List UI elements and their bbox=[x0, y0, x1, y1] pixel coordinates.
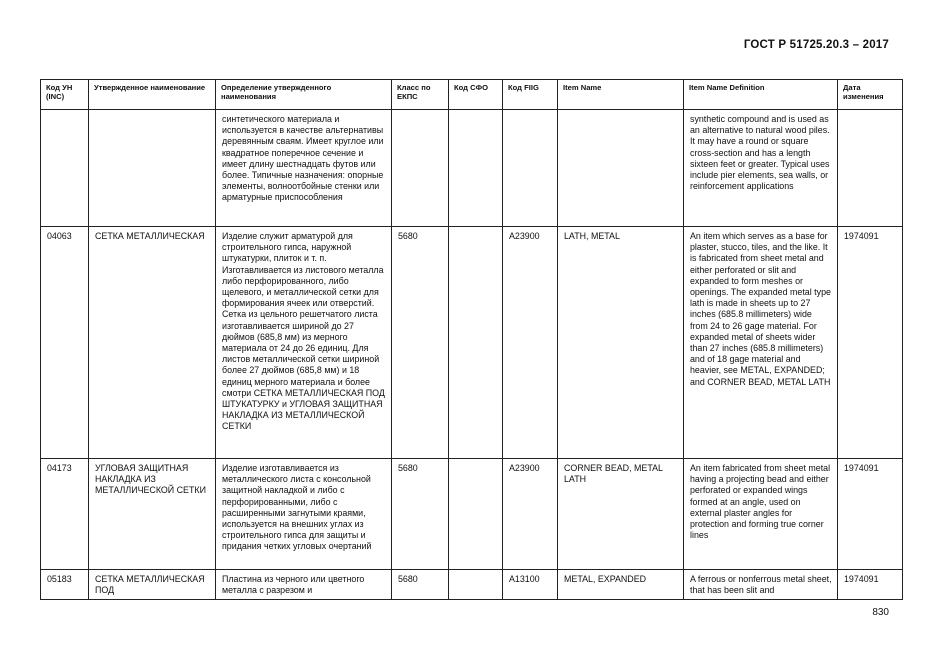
cell-item-definition: An item fabricated from sheet metal having a projecting bead and either perforated or expanded wings formed at an angle, used on external plaster angles for protection and forming true corner lines bbox=[684, 459, 838, 570]
cell-inc: 04063 bbox=[41, 227, 89, 459]
cell-fiig: A13100 bbox=[503, 570, 558, 600]
cell-sfo bbox=[449, 110, 503, 227]
cell-inc: 04173 bbox=[41, 459, 89, 570]
cell-item-name: CORNER BEAD, METAL LATH bbox=[558, 459, 684, 570]
classification-table bbox=[40, 79, 903, 600]
cell-name-ru: УГЛОВАЯ ЗАЩИТНАЯ НАКЛАДКА ИЗ МЕТАЛЛИЧЕСКОЙ СЕТКИ bbox=[89, 459, 216, 570]
cell-item-name: METAL, EXPANDED bbox=[558, 570, 684, 600]
column-header-fiig: Код FIIG bbox=[503, 80, 558, 110]
cell-inc: 05183 bbox=[41, 570, 89, 600]
cell-date: 1974091 bbox=[838, 570, 903, 600]
cell-definition-ru: синтетического материала и используется в качестве альтернативы деревянным сваям. Имеет круглое или квадратное поперечное сечение и имеет длину шестнадцать футов или более. Типичные назначения: опорные элементы, волноотбойные стенки или арматурные приспособления bbox=[216, 110, 392, 227]
document-id: ГОСТ Р 51725.20.3 – 2017 bbox=[743, 39, 889, 51]
column-header-sfo: Код СФО bbox=[449, 80, 503, 110]
cell-fiig: A23900 bbox=[503, 227, 558, 459]
cell-definition-ru: Изделие изготавливается из металлического листа с консольной защитной накладкой и либо с перфорированными, либо с расширенными загнутыми краями, используется на внешних углах из строительного гипса для защиты и придания четких угловых очертаний bbox=[216, 459, 392, 570]
table-header-row bbox=[41, 80, 903, 110]
table-row bbox=[41, 459, 903, 570]
cell-item-definition: A ferrous or nonferrous metal sheet, that has been slit and bbox=[684, 570, 838, 600]
cell-sfo bbox=[449, 459, 503, 570]
cell-date: 1974091 bbox=[838, 227, 903, 459]
column-header-date: Дата изменения bbox=[838, 80, 903, 110]
cell-item-name: LATH, METAL bbox=[558, 227, 684, 459]
cell-date bbox=[838, 110, 903, 227]
column-header-item-definition: Item Name Definition bbox=[684, 80, 838, 110]
cell-item-definition: An item which serves as a base for plaster, stucco, tiles, and the like. It is fabricated from sheet metal and either perforated or slit and expanded to form meshes or openings. The expanded metal type lath is made in sheets up to 27 inches (685.8 millimeters) wide from 24 to 26 gage material. For expanded metal of sheets wider than 27 inches (685.8 millimeters) and of 18 gage material and heavier, see METAL, EXPANDED; and CORNER BEAD, METAL LATH bbox=[684, 227, 838, 459]
column-header-definition-ru: Определение утвержденного наименования bbox=[216, 80, 392, 110]
cell-item-definition: synthetic compound and is used as an alternative to natural wood piles. It may have a round or square cross-section and has a length sixteen feet or greater. Typical uses include pier elements, sea walls, or reinforcement applications bbox=[684, 110, 838, 227]
cell-item-name bbox=[558, 110, 684, 227]
table-row bbox=[41, 110, 903, 227]
cell-date: 1974091 bbox=[838, 459, 903, 570]
column-header-inc: Код УН (INC) bbox=[41, 80, 89, 110]
cell-sfo bbox=[449, 570, 503, 600]
cell-class: 5680 bbox=[392, 459, 449, 570]
cell-sfo bbox=[449, 227, 503, 459]
table-row bbox=[41, 227, 903, 459]
cell-definition-ru: Пластина из черного или цветного металла с разрезом и bbox=[216, 570, 392, 600]
table-row bbox=[41, 570, 903, 600]
page-number: 830 bbox=[872, 607, 889, 618]
cell-class bbox=[392, 110, 449, 227]
cell-name-ru: СЕТКА МЕТАЛЛИЧЕСКАЯ ПОД bbox=[89, 570, 216, 600]
cell-name-ru: СЕТКА МЕТАЛЛИЧЕСКАЯ bbox=[89, 227, 216, 459]
column-header-class: Класс по ЕКПС bbox=[392, 80, 449, 110]
column-header-name-ru: Утвержденное наименование bbox=[89, 80, 216, 110]
cell-name-ru bbox=[89, 110, 216, 227]
column-header-item-name: Item Name bbox=[558, 80, 684, 110]
cell-fiig: A23900 bbox=[503, 459, 558, 570]
cell-class: 5680 bbox=[392, 570, 449, 600]
cell-inc bbox=[41, 110, 89, 227]
cell-fiig bbox=[503, 110, 558, 227]
cell-class: 5680 bbox=[392, 227, 449, 459]
cell-definition-ru: Изделие служит арматурой для строительного гипса, наружной штукатурки, плиток и т. п. Изготавливается из листового металла либо перфорированного, либо щелевого, и металлической сетки для формирования ячеек или отверстий. Сетка из цельного решетчатого листа изготавливается шириной до 27 дюймов (685,8 мм) из мерного материала от 24 до 26 единиц. Для листов металлической сетки шириной более 27 дюймов (685,8 мм) и 18 единиц мерного материала и более смотри СЕТКА МЕТАЛЛИЧЕСКАЯ ПОД ШТУКАТУРКУ и УГЛОВАЯ ЗАЩИТНАЯ НАКЛАДКА ИЗ МЕТАЛЛИЧЕСКОЙ СЕТКИ bbox=[216, 227, 392, 459]
